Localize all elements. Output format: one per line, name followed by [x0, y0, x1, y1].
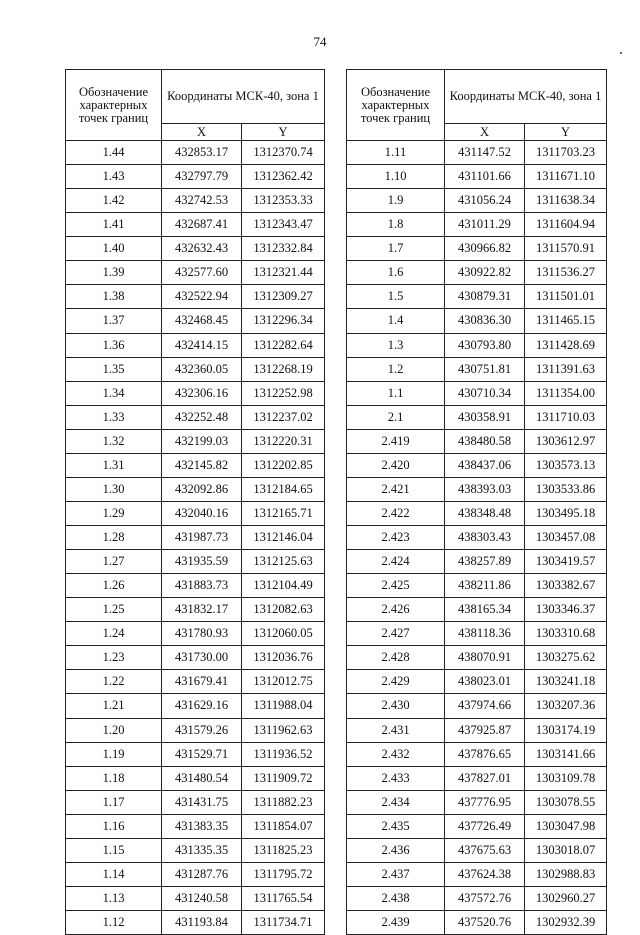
y-cell: 1312082.63 [242, 598, 325, 622]
y-cell: 1311988.04 [242, 694, 325, 718]
coordinates-header: Координаты МСК-40, зона 1 [445, 70, 607, 124]
table-row [66, 189, 325, 213]
x-cell: 432040.16 [162, 501, 242, 525]
table-row [66, 598, 325, 622]
y-cell: 1312296.34 [242, 309, 325, 333]
table-row [66, 622, 325, 646]
table-row [347, 694, 607, 718]
x-cell: 438437.06 [445, 453, 525, 477]
table-row [66, 814, 325, 838]
x-cell: 430751.81 [445, 357, 525, 381]
table-row [347, 718, 607, 742]
x-cell: 431529.71 [162, 742, 242, 766]
x-cell: 431101.66 [445, 165, 525, 189]
x-cell: 432853.17 [162, 141, 242, 165]
y-cell: 1312252.98 [242, 381, 325, 405]
point-id-cell: 1.29 [66, 501, 162, 525]
x-cell: 432797.79 [162, 165, 242, 189]
y-cell: 1311854.07 [242, 814, 325, 838]
x-cell: 431480.54 [162, 766, 242, 790]
table-row [66, 309, 325, 333]
x-cell: 431629.16 [162, 694, 242, 718]
point-id-cell: 2.434 [347, 790, 445, 814]
table-row [347, 862, 607, 886]
point-id-cell: 1.8 [347, 213, 445, 237]
designation-header: Обозначение характерных точек границ [347, 70, 445, 141]
y-cell: 1303533.86 [525, 477, 607, 501]
point-id-cell: 2.435 [347, 814, 445, 838]
y-cell: 1303207.36 [525, 694, 607, 718]
point-id-cell: 1.27 [66, 550, 162, 574]
y-cell: 1311465.15 [525, 309, 607, 333]
y-cell: 1303275.62 [525, 646, 607, 670]
table-row [347, 886, 607, 910]
table-row [66, 670, 325, 694]
x-cell: 438118.36 [445, 622, 525, 646]
y-cell: 1312282.64 [242, 333, 325, 357]
y-cell: 1311825.23 [242, 838, 325, 862]
x-cell: 431287.76 [162, 862, 242, 886]
x-cell: 438023.01 [445, 670, 525, 694]
y-cell: 1312321.44 [242, 261, 325, 285]
x-cell: 432632.43 [162, 237, 242, 261]
x-cell: 430358.91 [445, 405, 525, 429]
point-id-cell: 1.32 [66, 429, 162, 453]
point-id-cell: 1.36 [66, 333, 162, 357]
x-cell: 431147.52 [445, 141, 525, 165]
x-cell: 438393.03 [445, 477, 525, 501]
x-cell: 432092.86 [162, 477, 242, 501]
x-cell: 437624.38 [445, 862, 525, 886]
table-row [347, 381, 607, 405]
table-row [347, 574, 607, 598]
table-row [66, 911, 325, 935]
point-id-cell: 1.31 [66, 453, 162, 477]
x-cell: 438165.34 [445, 598, 525, 622]
table-row [347, 838, 607, 862]
y-cell: 1312220.31 [242, 429, 325, 453]
y-cell: 1303573.13 [525, 453, 607, 477]
table-row [66, 886, 325, 910]
x-cell: 431780.93 [162, 622, 242, 646]
x-cell: 431935.59 [162, 550, 242, 574]
x-cell: 431679.41 [162, 670, 242, 694]
point-id-cell: 1.14 [66, 862, 162, 886]
table-row [66, 766, 325, 790]
point-id-cell: 1.20 [66, 718, 162, 742]
point-id-cell: 1.28 [66, 526, 162, 550]
table-row [347, 477, 607, 501]
x-cell: 432468.45 [162, 309, 242, 333]
y-cell: 1312104.49 [242, 574, 325, 598]
point-id-cell: 1.5 [347, 285, 445, 309]
y-cell: 1303346.37 [525, 598, 607, 622]
x-cell: 438070.91 [445, 646, 525, 670]
point-id-cell: 1.16 [66, 814, 162, 838]
y-cell: 1303382.67 [525, 574, 607, 598]
y-cell: 1302932.39 [525, 911, 607, 935]
point-id-cell: 1.34 [66, 381, 162, 405]
table-row [347, 309, 607, 333]
point-id-cell: 1.38 [66, 285, 162, 309]
y-cell: 1312332.84 [242, 237, 325, 261]
y-cell: 1311570.91 [525, 237, 607, 261]
point-id-cell: 1.43 [66, 165, 162, 189]
y-cell: 1312202.85 [242, 453, 325, 477]
y-cell: 1311354.00 [525, 381, 607, 405]
x-cell: 430879.31 [445, 285, 525, 309]
x-cell: 432577.60 [162, 261, 242, 285]
y-cell: 1311962.63 [242, 718, 325, 742]
x-cell: 438348.48 [445, 501, 525, 525]
x-cell: 437827.01 [445, 766, 525, 790]
table-row [66, 550, 325, 574]
y-cell: 1303310.68 [525, 622, 607, 646]
table-row [347, 453, 607, 477]
table-row [347, 405, 607, 429]
x-cell: 437675.63 [445, 838, 525, 862]
table-row [66, 574, 325, 598]
point-id-cell: 1.26 [66, 574, 162, 598]
x-cell: 431987.73 [162, 526, 242, 550]
x-cell: 431011.29 [445, 213, 525, 237]
point-id-cell: 1.24 [66, 622, 162, 646]
y-cell: 1311882.23 [242, 790, 325, 814]
table-row [66, 429, 325, 453]
table-row [347, 526, 607, 550]
table-row [347, 429, 607, 453]
table-row [347, 766, 607, 790]
x-header: X [162, 124, 242, 141]
y-cell: 1312370.74 [242, 141, 325, 165]
point-id-cell: 1.35 [66, 357, 162, 381]
point-id-cell: 1.39 [66, 261, 162, 285]
y-cell: 1302960.27 [525, 886, 607, 910]
x-cell: 432360.05 [162, 357, 242, 381]
table-row [347, 622, 607, 646]
point-id-cell: 2.432 [347, 742, 445, 766]
point-id-cell: 2.433 [347, 766, 445, 790]
table-row [66, 213, 325, 237]
table-row [66, 405, 325, 429]
designation-header: Обозначение характерных точек границ [66, 70, 162, 141]
y-cell: 1303419.57 [525, 550, 607, 574]
point-id-cell: 1.2 [347, 357, 445, 381]
table-row [66, 357, 325, 381]
point-id-cell: 2.1 [347, 405, 445, 429]
point-id-cell: 1.25 [66, 598, 162, 622]
table-row [66, 694, 325, 718]
table-row [66, 742, 325, 766]
table-row [66, 453, 325, 477]
y-cell: 1303457.08 [525, 526, 607, 550]
point-id-cell: 2.426 [347, 598, 445, 622]
point-id-cell: 2.431 [347, 718, 445, 742]
y-cell: 1303612.97 [525, 429, 607, 453]
y-cell: 1312146.04 [242, 526, 325, 550]
point-id-cell: 2.438 [347, 886, 445, 910]
x-cell: 432199.03 [162, 429, 242, 453]
point-id-cell: 2.427 [347, 622, 445, 646]
x-cell: 432522.94 [162, 285, 242, 309]
table-row [347, 814, 607, 838]
table-row [347, 333, 607, 357]
x-cell: 437520.76 [445, 911, 525, 935]
point-id-cell: 1.3 [347, 333, 445, 357]
y-cell: 1312353.33 [242, 189, 325, 213]
x-cell: 431832.17 [162, 598, 242, 622]
y-header: Y [242, 124, 325, 141]
y-cell: 1312125.63 [242, 550, 325, 574]
y-cell: 1312012.75 [242, 670, 325, 694]
table-row [66, 477, 325, 501]
table-row [347, 742, 607, 766]
table-row [347, 646, 607, 670]
y-cell: 1311536.27 [525, 261, 607, 285]
point-id-cell: 2.420 [347, 453, 445, 477]
table-row [347, 189, 607, 213]
point-id-cell: 1.23 [66, 646, 162, 670]
x-cell: 432145.82 [162, 453, 242, 477]
point-id-cell: 1.40 [66, 237, 162, 261]
y-cell: 1303078.55 [525, 790, 607, 814]
y-cell: 1311703.23 [525, 141, 607, 165]
point-id-cell: 1.13 [66, 886, 162, 910]
table-row [66, 718, 325, 742]
table-row [347, 261, 607, 285]
point-id-cell: 1.37 [66, 309, 162, 333]
y-cell: 1311734.71 [242, 911, 325, 935]
point-id-cell: 1.11 [347, 141, 445, 165]
y-cell: 1311765.54 [242, 886, 325, 910]
point-id-cell: 1.21 [66, 694, 162, 718]
y-header: Y [525, 124, 607, 141]
point-id-cell: 2.439 [347, 911, 445, 935]
table-row [347, 141, 607, 165]
table-row [347, 213, 607, 237]
table-row [66, 237, 325, 261]
y-cell: 1312362.42 [242, 165, 325, 189]
point-id-cell: 1.33 [66, 405, 162, 429]
table-row [347, 501, 607, 525]
y-cell: 1311604.94 [525, 213, 607, 237]
y-cell: 1311710.03 [525, 405, 607, 429]
y-cell: 1311795.72 [242, 862, 325, 886]
point-id-cell: 1.15 [66, 838, 162, 862]
point-id-cell: 2.421 [347, 477, 445, 501]
y-cell: 1302988.83 [525, 862, 607, 886]
table-row [66, 165, 325, 189]
x-cell: 431335.35 [162, 838, 242, 862]
x-cell: 437726.49 [445, 814, 525, 838]
point-id-cell: 2.425 [347, 574, 445, 598]
x-cell: 432414.15 [162, 333, 242, 357]
point-id-cell: 2.422 [347, 501, 445, 525]
y-cell: 1303109.78 [525, 766, 607, 790]
point-id-cell: 1.9 [347, 189, 445, 213]
table-row [347, 790, 607, 814]
coordinates-header: Координаты МСК-40, зона 1 [162, 70, 325, 124]
table-row [66, 141, 325, 165]
table-row [66, 526, 325, 550]
point-id-cell: 1.4 [347, 309, 445, 333]
y-cell: 1311501.01 [525, 285, 607, 309]
x-cell: 438480.58 [445, 429, 525, 453]
table-row [347, 165, 607, 189]
y-cell: 1303495.18 [525, 501, 607, 525]
point-id-cell: 1.30 [66, 477, 162, 501]
table-row [66, 261, 325, 285]
point-id-cell: 1.42 [66, 189, 162, 213]
x-cell: 432252.48 [162, 405, 242, 429]
point-id-cell: 1.17 [66, 790, 162, 814]
point-id-cell: 2.424 [347, 550, 445, 574]
table-row [347, 550, 607, 574]
x-cell: 431193.84 [162, 911, 242, 935]
x-cell: 437572.76 [445, 886, 525, 910]
table-row [347, 670, 607, 694]
y-cell: 1303174.19 [525, 718, 607, 742]
x-cell: 432306.16 [162, 381, 242, 405]
x-cell: 438257.89 [445, 550, 525, 574]
x-cell: 432687.41 [162, 213, 242, 237]
page-number: 74 [313, 34, 327, 49]
point-id-cell: 1.22 [66, 670, 162, 694]
point-id-cell: 2.428 [347, 646, 445, 670]
table-row [347, 911, 607, 935]
y-cell: 1311909.72 [242, 766, 325, 790]
x-cell: 438303.43 [445, 526, 525, 550]
y-cell: 1312343.47 [242, 213, 325, 237]
point-id-cell: 1.12 [66, 911, 162, 935]
x-cell: 437925.87 [445, 718, 525, 742]
point-id-cell: 1.41 [66, 213, 162, 237]
point-id-cell: 2.423 [347, 526, 445, 550]
coordinates-table-left [65, 69, 325, 935]
point-id-cell: 1.19 [66, 742, 162, 766]
point-id-cell: 1.7 [347, 237, 445, 261]
table-row [347, 285, 607, 309]
table-row [66, 838, 325, 862]
point-id-cell: 1.6 [347, 261, 445, 285]
x-cell: 438211.86 [445, 574, 525, 598]
y-cell: 1312237.02 [242, 405, 325, 429]
x-cell: 430922.82 [445, 261, 525, 285]
y-cell: 1312036.76 [242, 646, 325, 670]
x-cell: 430836.30 [445, 309, 525, 333]
table-row [347, 598, 607, 622]
x-cell: 437974.66 [445, 694, 525, 718]
x-cell: 431883.73 [162, 574, 242, 598]
point-id-cell: 2.419 [347, 429, 445, 453]
point-id-cell: 2.429 [347, 670, 445, 694]
y-cell: 1303141.66 [525, 742, 607, 766]
table-row [66, 333, 325, 357]
x-cell: 431383.35 [162, 814, 242, 838]
x-cell: 430710.34 [445, 381, 525, 405]
point-id-cell: 2.430 [347, 694, 445, 718]
x-cell: 431240.58 [162, 886, 242, 910]
x-cell: 431730.00 [162, 646, 242, 670]
table-row [347, 237, 607, 261]
y-cell: 1312268.19 [242, 357, 325, 381]
point-id-cell: 1.1 [347, 381, 445, 405]
y-cell: 1311638.34 [525, 189, 607, 213]
x-cell: 430793.80 [445, 333, 525, 357]
y-cell: 1303241.18 [525, 670, 607, 694]
x-header: X [445, 124, 525, 141]
point-id-cell: 1.18 [66, 766, 162, 790]
x-cell: 430966.82 [445, 237, 525, 261]
point-id-cell: 1.10 [347, 165, 445, 189]
table-row [66, 862, 325, 886]
y-cell: 1311428.69 [525, 333, 607, 357]
x-cell: 431056.24 [445, 189, 525, 213]
table-row [66, 646, 325, 670]
x-cell: 431431.75 [162, 790, 242, 814]
y-cell: 1312184.65 [242, 477, 325, 501]
y-cell: 1303047.98 [525, 814, 607, 838]
x-cell: 437776.95 [445, 790, 525, 814]
table-row [66, 381, 325, 405]
table-row [347, 357, 607, 381]
y-cell: 1311391.63 [525, 357, 607, 381]
point-id-cell: 2.436 [347, 838, 445, 862]
y-cell: 1312309.27 [242, 285, 325, 309]
y-cell: 1312165.71 [242, 501, 325, 525]
y-cell: 1311671.10 [525, 165, 607, 189]
y-cell: 1303018.07 [525, 838, 607, 862]
table-row [66, 285, 325, 309]
x-cell: 432742.53 [162, 189, 242, 213]
x-cell: 431579.26 [162, 718, 242, 742]
x-cell: 437876.65 [445, 742, 525, 766]
y-cell: 1312060.05 [242, 622, 325, 646]
y-cell: 1311936.52 [242, 742, 325, 766]
table-row [66, 790, 325, 814]
point-id-cell: 1.44 [66, 141, 162, 165]
table-row [66, 501, 325, 525]
scan-dot [620, 52, 622, 54]
coordinates-table-right [346, 69, 607, 935]
point-id-cell: 2.437 [347, 862, 445, 886]
